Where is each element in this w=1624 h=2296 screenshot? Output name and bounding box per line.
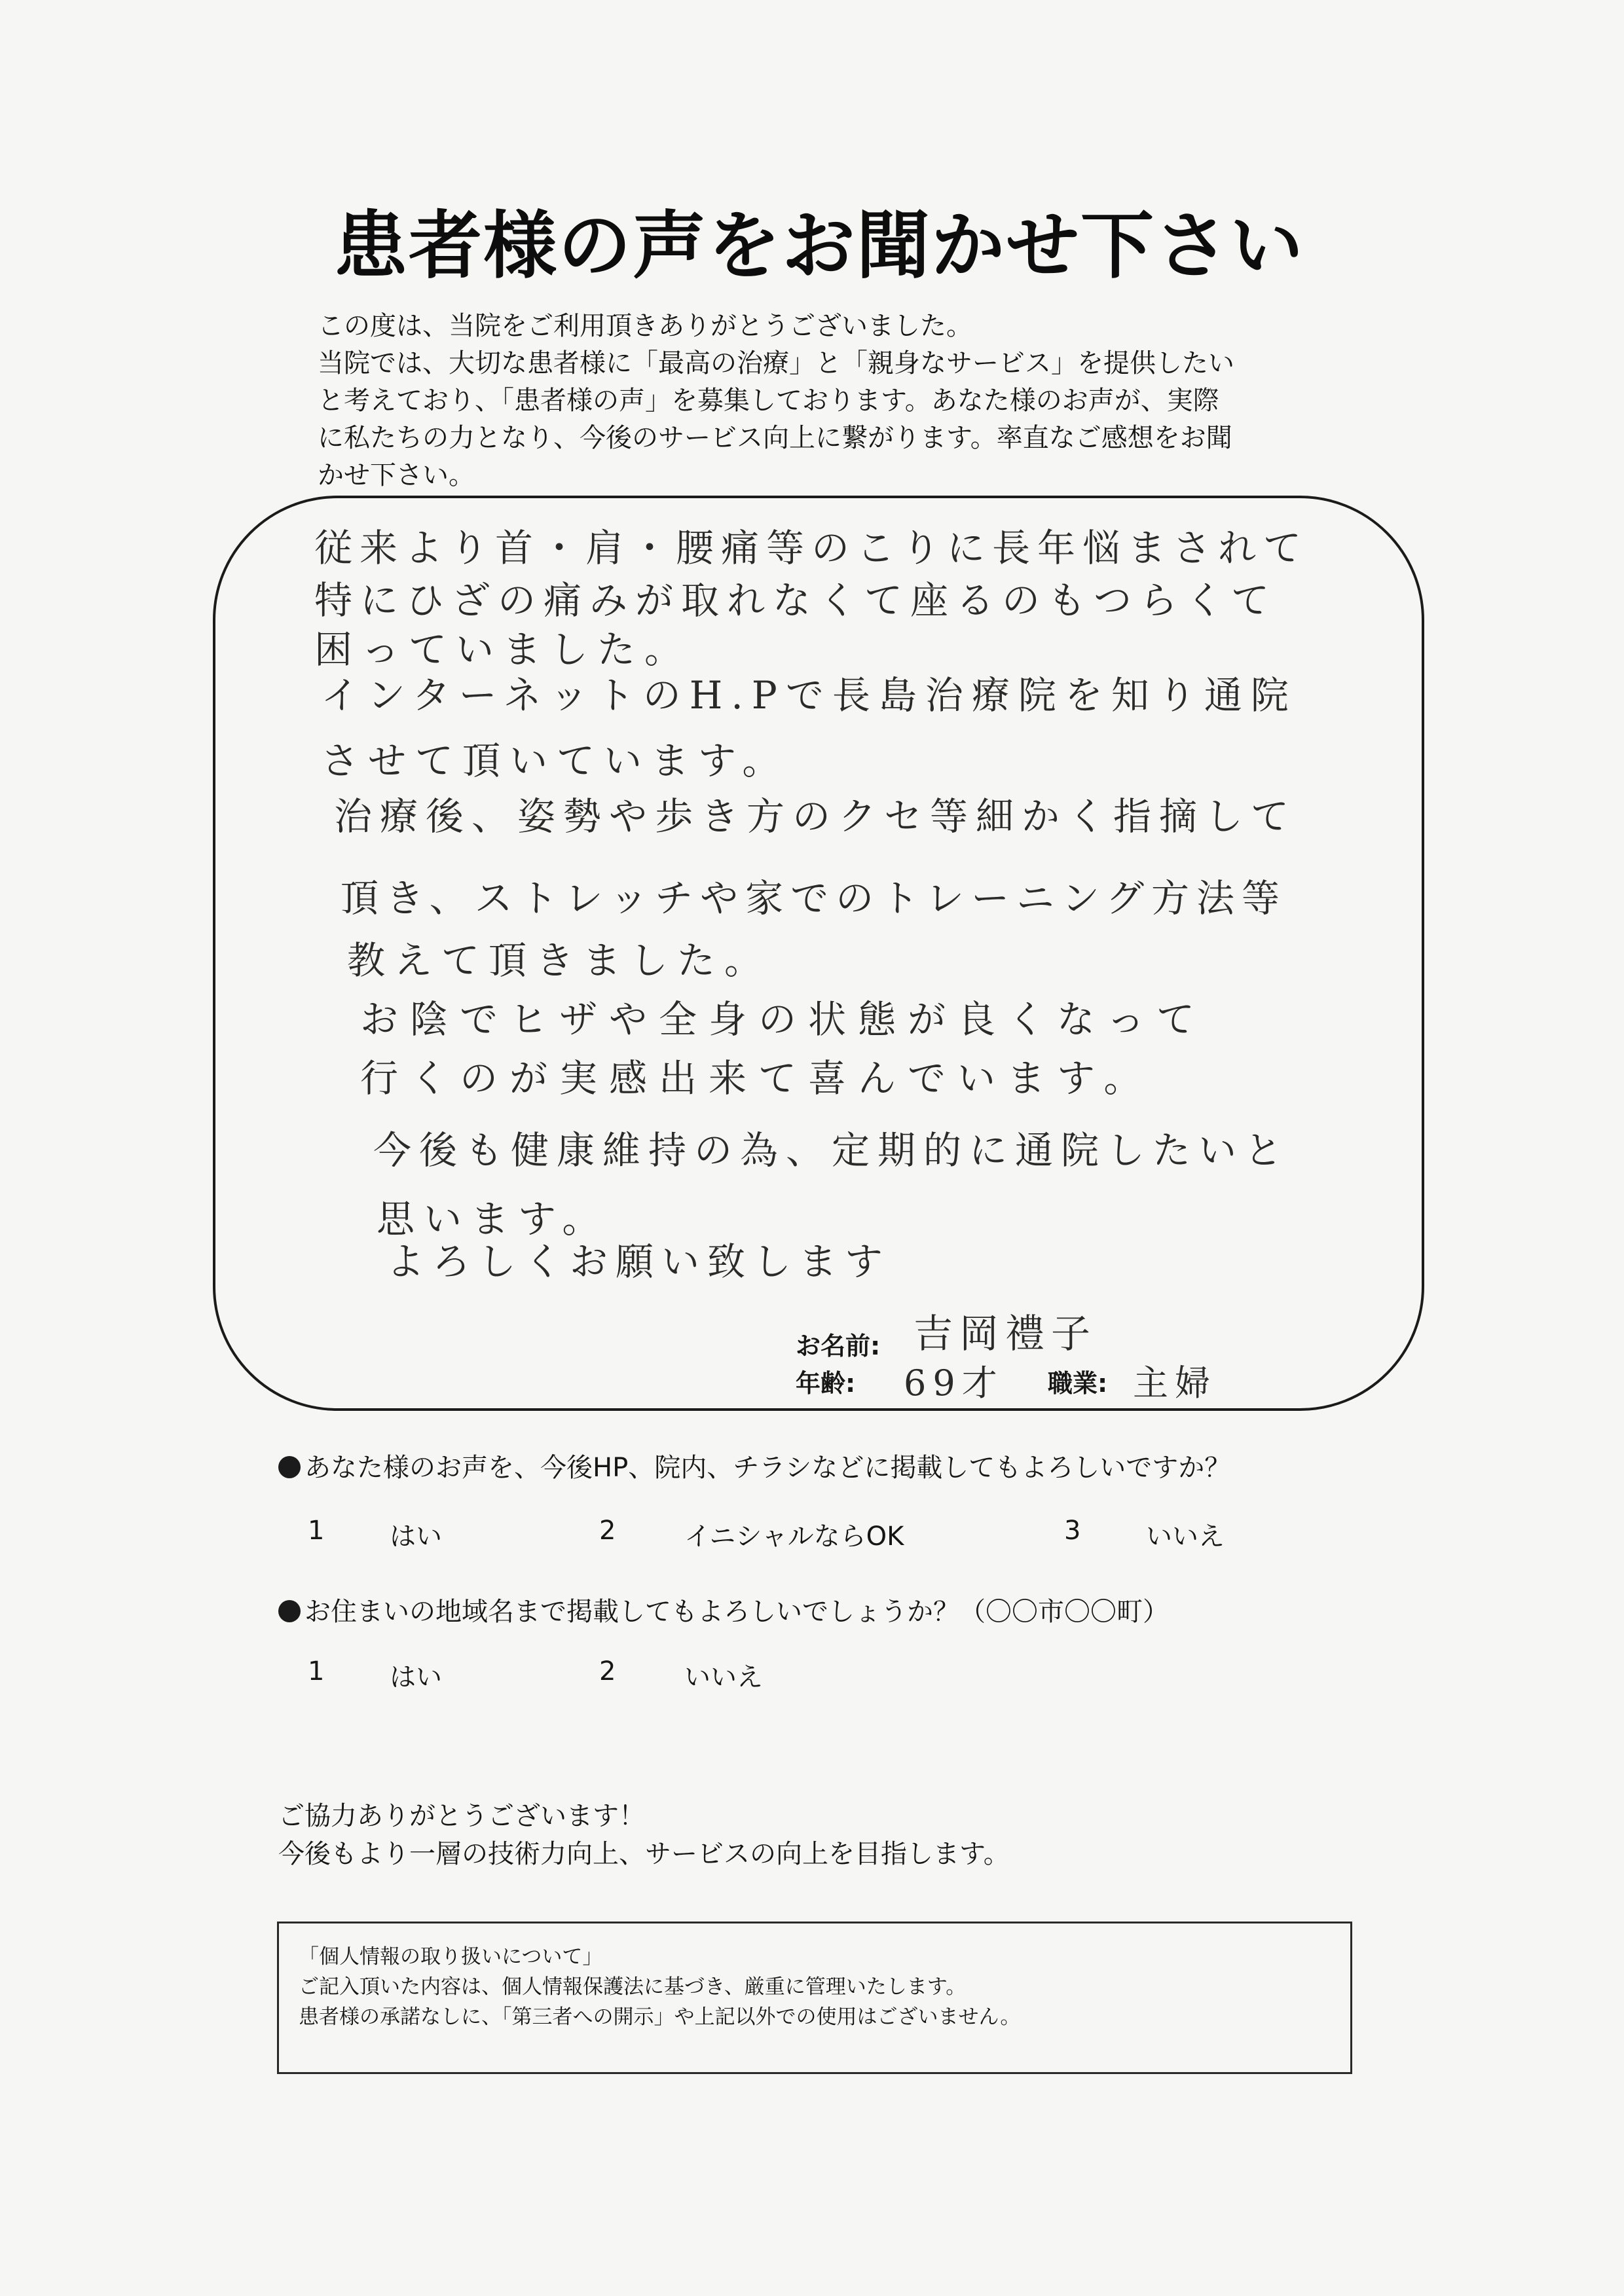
handwritten-line: 教えて頂きました。 bbox=[347, 938, 772, 983]
name-label: お名前: bbox=[796, 1332, 881, 1360]
handwritten-line: 頂き、ストレッチや家でのトレーニング方法等 bbox=[341, 876, 1287, 920]
intro-line: と考えており、「患者様の声」を募集しております。あなた様のお声が、実際 bbox=[318, 386, 1219, 416]
privacy-heading: 「個人情報の取り扱いについて」 bbox=[299, 1945, 603, 1969]
option-number: 1 bbox=[308, 1516, 325, 1546]
option-label: いいえ bbox=[1146, 1522, 1225, 1552]
thanks-line: ご協力ありがとうございます！ bbox=[278, 1801, 645, 1831]
privacy-line: 患者様の承諾なしに、「第三者への開示」や上記以外での使用はございません。 bbox=[299, 2005, 1021, 2029]
option-label: イニシャルならOK bbox=[684, 1522, 904, 1552]
occupation-value: 主婦 bbox=[1133, 1362, 1217, 1404]
option-label: いいえ bbox=[684, 1662, 763, 1692]
handwritten-line: 治療後、姿勢や歩き方のクセ等細かく指摘して bbox=[334, 794, 1297, 839]
question-publish bbox=[278, 1447, 1230, 1484]
option-number: 2 bbox=[599, 1656, 616, 1686]
intro-text bbox=[318, 308, 1398, 494]
thanks-text bbox=[278, 1797, 1010, 1873]
bullet-icon bbox=[278, 1600, 301, 1622]
handwritten-line: 困っていました。 bbox=[314, 627, 692, 672]
option-number: 2 bbox=[599, 1516, 616, 1546]
occupation-label: 職業: bbox=[1048, 1369, 1108, 1398]
question-text: あなた様のお声を、今後HP、院内、チラシなどに掲載してもよろしいですか？ bbox=[304, 1453, 1231, 1483]
intro-line: かせ下さい。 bbox=[318, 460, 475, 490]
question-text: お住まいの地域名まで掲載してもよろしいでしょうか？（〇〇市〇〇町） bbox=[304, 1597, 1169, 1627]
handwritten-line: 思います。 bbox=[377, 1197, 610, 1241]
handwritten-line: 特にひざの痛みが取れなくて座るのもつらくて bbox=[314, 578, 1278, 623]
handwritten-line: させて頂いています。 bbox=[321, 738, 790, 783]
intro-line: 当院では、大切な患者様に「最高の治療」と「親身なサービス」を提供したい bbox=[318, 348, 1234, 378]
thanks-line: 今後もより一層の技術力向上、サービスの向上を目指します。 bbox=[278, 1839, 1010, 1869]
handwritten-line: 行くのが実感出来て喜んでいます。 bbox=[360, 1056, 1154, 1101]
option-label: はい bbox=[390, 1662, 442, 1692]
option-number: 3 bbox=[1064, 1516, 1081, 1546]
intro-line: この度は、当院をご利用頂きありがとうございました。 bbox=[318, 311, 972, 341]
handwritten-line: インターネットのH.Pで長島治療院を知り通院 bbox=[321, 673, 1297, 718]
handwritten-line: よろしくお願い致します bbox=[386, 1239, 891, 1284]
option-number: 1 bbox=[308, 1656, 325, 1686]
age-value: 69才 bbox=[904, 1362, 1004, 1404]
intro-line: に私たちの力となり、今後のサービス向上に繋がります。率直なご感想をお聞 bbox=[318, 423, 1232, 453]
option-label: はい bbox=[390, 1522, 442, 1552]
handwritten-line: 今後も健康維持の為、定期的に通院したいと bbox=[373, 1128, 1291, 1173]
privacy-box bbox=[277, 1922, 1352, 2074]
handwritten-line: 従来より首・肩・腰痛等のこりに長年悩まされて bbox=[314, 526, 1309, 570]
page-title: 患者様の声をお聞かせ下さい bbox=[334, 204, 1304, 289]
question-region bbox=[278, 1591, 1169, 1628]
privacy-line: ご記入頂いた内容は、個人情報保護法に基づき、厳重に管理いたします。 bbox=[299, 1975, 967, 1999]
bullet-icon bbox=[278, 1456, 301, 1478]
name-value: 吉岡禮子 bbox=[913, 1311, 1097, 1357]
age-label: 年齢: bbox=[796, 1369, 856, 1398]
handwritten-line: お陰でヒザや全身の状態が良くなって bbox=[360, 997, 1207, 1042]
